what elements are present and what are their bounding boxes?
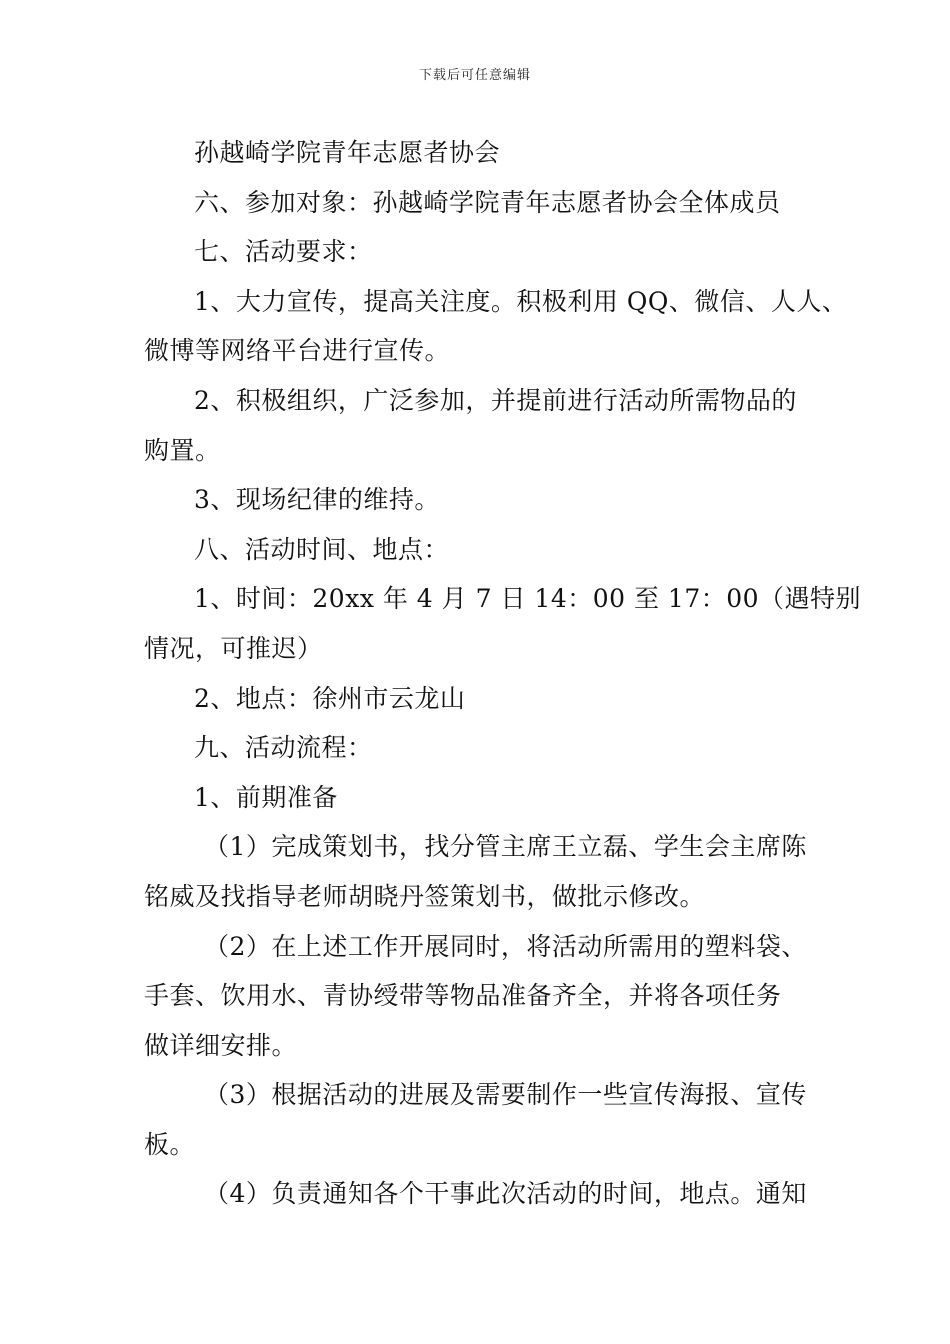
text-line: 3、现场纪律的维持。	[194, 485, 440, 515]
text-line: （2）在上述工作开展同时，将活动所需用的塑料袋、	[204, 931, 807, 961]
text-line: （1）完成策划书，找分管主席王立磊、学生会主席陈	[204, 832, 807, 862]
text-line: 1、时间：20xx 年 4 月 7 日 14：00 至 17：00（遇特别	[194, 584, 862, 614]
text-line: 2、地点：徐州市云龙山	[194, 683, 466, 713]
text-line: 六、参加对象：孙越崎学院青年志愿者协会全体成员	[194, 187, 781, 217]
text-line: 做详细安排。	[144, 1030, 298, 1060]
page-header: 下载后可任意编辑	[418, 68, 531, 83]
text-line: 情况，可推迟）	[144, 633, 323, 663]
text-line: 微博等网络平台进行宣传。	[144, 336, 451, 366]
text-line: 1、前期准备	[194, 782, 338, 812]
text-line: 九、活动流程：	[194, 733, 373, 763]
document-body	[144, 128, 862, 1219]
text-line: 孙越崎学院青年志愿者协会	[194, 138, 501, 167]
text-line: 七、活动要求：	[194, 237, 373, 267]
text-line: 1、大力宣传，提高关注度。积极利用 QQ、微信、人人、	[194, 286, 848, 316]
text-line: 2、积极组织，广泛参加，并提前进行活动所需物品的	[194, 385, 797, 415]
text-line: 八、活动时间、地点：	[194, 534, 450, 564]
text-line: （4）负责通知各个干事此次活动的时间，地点。通知	[204, 1179, 807, 1209]
text-line: （3）根据活动的进展及需要制作一些宣传海报、宣传	[204, 1080, 807, 1110]
text-line: 购置。	[144, 435, 221, 465]
text-line: 铭威及找指导老师胡晓丹签策划书，做批示修改。	[144, 881, 706, 911]
text-line: 手套、饮用水、青协绶带等物品准备齐全，并将各项任务	[144, 981, 782, 1011]
text-line: 板。	[144, 1129, 196, 1159]
